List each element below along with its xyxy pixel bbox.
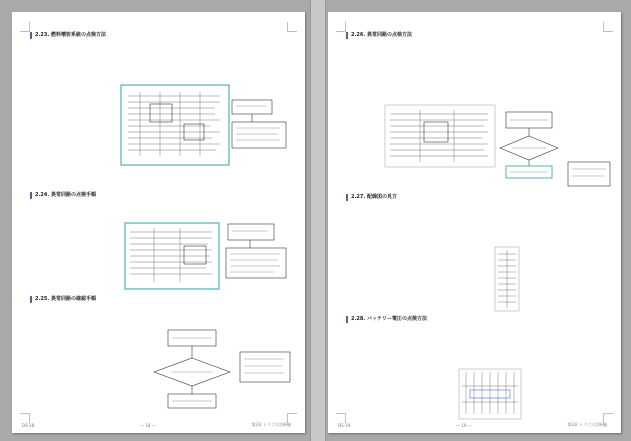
flow-box-diagram [238, 350, 292, 386]
crop-mark [336, 22, 346, 32]
crop-mark [603, 22, 613, 32]
connector-diagram [494, 246, 520, 312]
flow-box-diagram [566, 160, 614, 190]
page-gutter [310, 0, 326, 441]
wiring-diagram [120, 84, 230, 166]
crop-mark [336, 413, 346, 423]
page-footer-left: DS-19 [338, 423, 351, 428]
flowchart [496, 108, 566, 180]
wiring-diagram [384, 104, 496, 168]
page-footer-right: 第2章 トラブル診断編 [567, 422, 607, 427]
flow-box-diagram [224, 222, 292, 286]
page-footer-right: 第2章 トラブル診断編 [251, 422, 291, 427]
page-footer-left: DS-18 [22, 423, 35, 428]
section-heading: 2.25. 異常回路の確認手順 [30, 296, 96, 303]
section-heading: 2.23. 燃料噴射系統の点検方法 [30, 32, 106, 39]
flowchart [150, 328, 236, 410]
page-number: — 19 — [456, 423, 472, 428]
wiring-diagram [458, 368, 522, 420]
page-number: — 18 — [140, 423, 156, 428]
flow-box-diagram [230, 98, 290, 152]
crop-mark [287, 22, 297, 32]
section-heading: 2.28. バッテリー電圧の点検方法 [346, 316, 427, 323]
wiring-diagram [124, 222, 220, 290]
document-page-right [328, 12, 621, 433]
crop-mark [20, 413, 30, 423]
section-heading: 2.26. 異常回路の点検方法 [346, 32, 412, 39]
crop-mark [20, 22, 30, 32]
section-heading: 2.27. 配線図の見方 [346, 194, 397, 201]
section-heading: 2.24. 異常回路の点検手順 [30, 192, 96, 199]
document-page-left [12, 12, 305, 433]
